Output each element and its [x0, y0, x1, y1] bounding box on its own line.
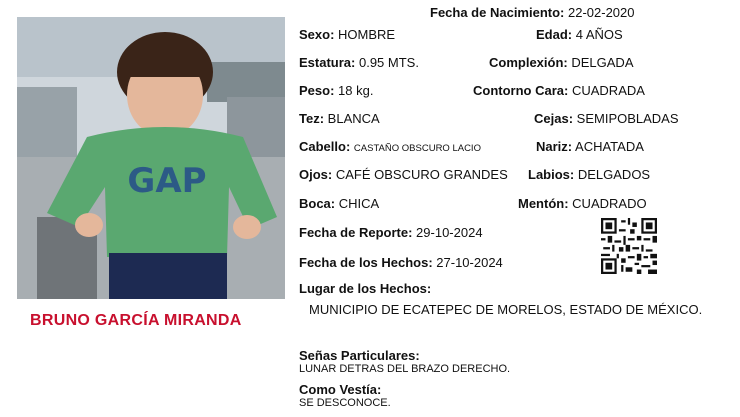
- ojos-row: [299, 167, 508, 182]
- peso-row: [299, 83, 373, 98]
- cabello-row: [299, 139, 481, 154]
- edad-label: Edad:: [536, 27, 573, 42]
- estatura-row: [299, 55, 419, 70]
- boca-label: Boca:: [299, 196, 336, 211]
- senas-label-text: Señas Particulares:: [299, 348, 420, 363]
- fecha-nacimiento-value: 22-02-2020: [568, 5, 635, 20]
- fecha-hechos-label: Fecha de los Hechos:: [299, 255, 433, 270]
- boca-row: [299, 196, 379, 211]
- contorno-cara-label: Contorno Cara:: [473, 83, 569, 98]
- lugar-label-text: Lugar de los Hechos:: [299, 281, 432, 296]
- tez-label: Tez:: [299, 111, 325, 126]
- nariz-row: [536, 139, 644, 154]
- tez-row: [299, 111, 380, 126]
- labios-value: DELGADOS: [577, 167, 651, 182]
- menton-value: CUADRADO: [572, 196, 647, 211]
- cabello-value: CASTAÑO OBSCURO LACIO: [353, 143, 481, 154]
- lugar-value: MUNICIPIO DE ECATEPEC DE MORELOS, ESTADO DE MÉXICO.: [309, 302, 703, 317]
- fecha-reporte-value: 29-10-2024: [416, 225, 483, 240]
- vestia-label: [299, 382, 381, 397]
- senas-value: LUNAR DETRAS DEL BRAZO DERECHO.: [299, 363, 511, 375]
- boca-value: CHICA: [338, 196, 380, 211]
- shirt-text: GAP: [127, 161, 207, 201]
- edad-value: 4 AÑOS: [575, 27, 623, 42]
- tez-value: BLANCA: [327, 111, 380, 126]
- contorno-cara-row: [473, 83, 645, 98]
- complexion-row: [489, 55, 634, 70]
- vestia-value: SE DESCONOCE.: [299, 397, 391, 409]
- senas-label: [299, 348, 420, 363]
- fecha-reporte-row: [299, 225, 483, 240]
- labios-label: Labios:: [528, 167, 575, 182]
- cejas-value: SEMIPOBLADAS: [576, 111, 679, 126]
- lugar-label: [299, 281, 431, 296]
- cabello-label: Cabello:: [299, 139, 351, 154]
- fecha-reporte-label: Fecha de Reporte:: [299, 225, 413, 240]
- ojos-value: CAFÉ OBSCURO GRANDES: [335, 167, 508, 182]
- nariz-label: Nariz:: [536, 139, 573, 154]
- vestia-label-text: Como Vestía:: [299, 382, 382, 397]
- complexion-value: DELGADA: [571, 55, 634, 70]
- menton-label: Mentón:: [518, 196, 569, 211]
- sexo-row: [299, 27, 395, 42]
- ojos-label: Ojos:: [299, 167, 333, 182]
- menton-row: [518, 196, 647, 211]
- nariz-value: ACHATADA: [575, 139, 644, 154]
- person-name: BRUNO GARCÍA MIRANDA: [30, 312, 242, 329]
- sexo-value: HOMBRE: [338, 27, 396, 42]
- sexo-label: Sexo:: [299, 27, 335, 42]
- peso-label: Peso:: [299, 83, 335, 98]
- fecha-hechos-row: [299, 255, 503, 270]
- estatura-value: 0.95 MTS.: [358, 55, 419, 70]
- peso-value: 18 kg.: [338, 83, 374, 98]
- fecha-nacimiento-row: [430, 5, 635, 20]
- contorno-cara-value: CUADRADA: [571, 83, 645, 98]
- cejas-row: [534, 111, 679, 126]
- estatura-label: Estatura:: [299, 55, 356, 70]
- complexion-label: Complexión:: [489, 55, 568, 70]
- person-photo: [17, 17, 285, 299]
- photo-illustration: [17, 17, 285, 299]
- fecha-nacimiento-label: Fecha de Nacimiento:: [430, 5, 565, 20]
- edad-row: [536, 27, 623, 42]
- qr-code-icon: [601, 218, 657, 274]
- cejas-label: Cejas:: [534, 111, 574, 126]
- labios-row: [528, 167, 650, 182]
- fecha-hechos-value: 27-10-2024: [436, 255, 503, 270]
